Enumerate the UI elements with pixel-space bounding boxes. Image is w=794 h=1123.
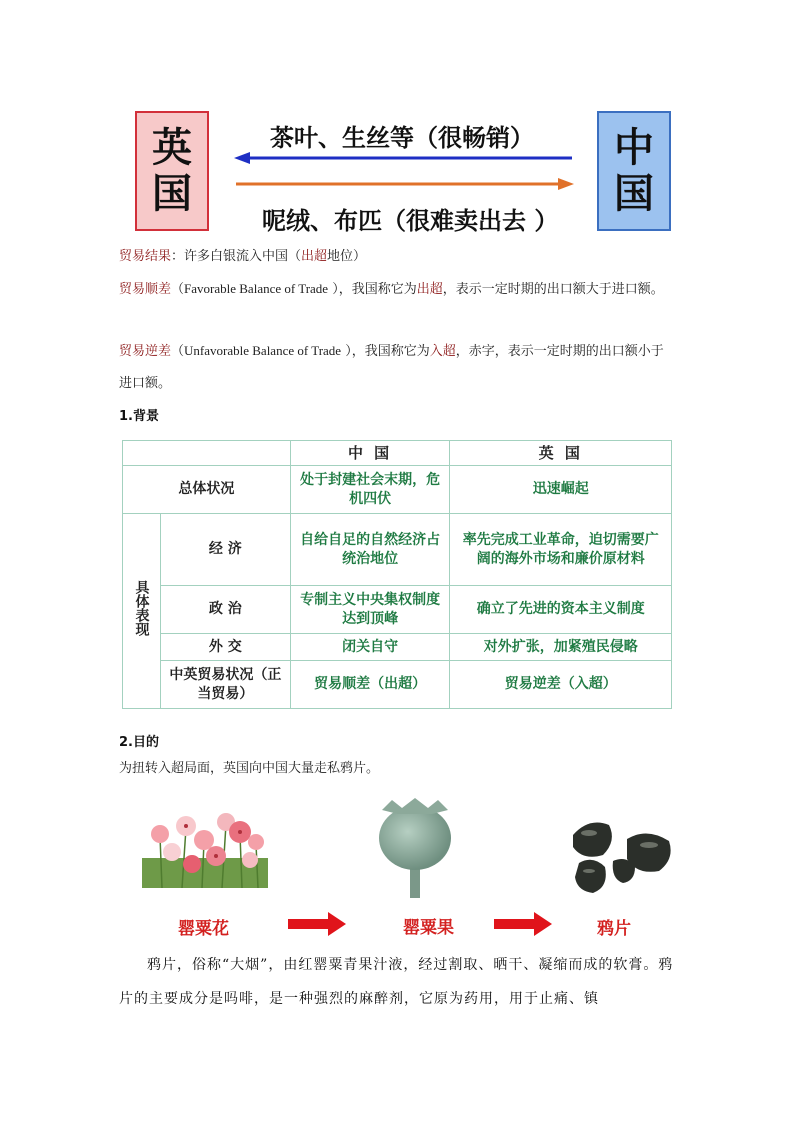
trade-china: 贸易顺差（出超） xyxy=(290,661,450,709)
text: ，赤字，表示一定时期的出口额小于进口额。 xyxy=(119,344,664,391)
text: ），我国称它为 xyxy=(341,344,430,359)
britain-char-2: 国 xyxy=(152,171,192,217)
china-box xyxy=(597,111,671,231)
economy-china: 自给自足的自然经济占统治地位 xyxy=(290,514,450,586)
row-label-economy: 经 济 xyxy=(160,514,290,586)
poppy-flower-image xyxy=(142,806,268,890)
caption-poppy-fruit: 罂粟果 xyxy=(403,918,454,938)
economy-britain: 率先完成工业革命，迫切需要广阔的海外市场和廉价原材料 xyxy=(450,514,672,586)
group-label: 具体表现 xyxy=(133,580,150,636)
text: ），我国称它为 xyxy=(328,282,417,297)
row-label-trade: 中英贸易状况（正当贸易） xyxy=(160,661,290,709)
caption-poppy-flower: 罂粟花 xyxy=(178,919,229,939)
text: 地位） xyxy=(327,249,367,264)
diplomacy-britain: 对外扩张，加紧殖民侵略 xyxy=(450,634,672,661)
opium-image xyxy=(565,815,675,897)
header-empty xyxy=(123,441,291,466)
china-char-2: 国 xyxy=(614,171,654,217)
highlight: 入超 xyxy=(429,344,456,359)
britain-char-1: 英 xyxy=(152,125,192,171)
left-arrow-icon xyxy=(234,151,574,165)
row-label-politics: 政 治 xyxy=(160,586,290,634)
overall-china: 处于封建社会末期，危机四伏 xyxy=(290,466,450,514)
politics-britain: 确立了先进的资本主义制度 xyxy=(450,586,672,634)
term-trade-surplus: 贸易顺差 xyxy=(119,282,172,297)
highlight: 出超 xyxy=(301,249,328,264)
text: ，表示一定时期的出口额大于进口额。 xyxy=(442,282,664,297)
text: （ xyxy=(171,282,185,297)
trade-britain: 贸易逆差（入超） xyxy=(450,661,672,709)
row-label-overall: 总体状况 xyxy=(123,466,291,514)
right-arrow-icon xyxy=(288,912,346,936)
text: （ xyxy=(171,344,185,359)
import-goods-label: 呢绒、布匹（很难卖出去 ） xyxy=(262,207,559,235)
term-trade-result: 贸易结果 xyxy=(119,249,172,264)
china-char-1: 中 xyxy=(614,125,654,171)
purpose-paragraph: 为扭转入超局面，英国向中国大量走私鸦片。 xyxy=(119,761,380,776)
trade-deficit-paragraph xyxy=(119,335,675,400)
diplomacy-china: 闭关自守 xyxy=(290,634,450,661)
group-label-cell xyxy=(123,514,161,709)
politics-china: 专制主义中央集权制度达到顶峰 xyxy=(290,586,450,634)
english-term: Favorable Balance of Trade xyxy=(184,281,329,296)
row-label-diplomacy: 外 交 xyxy=(160,634,290,661)
right-arrow-icon xyxy=(234,177,574,191)
poppy-fruit-image xyxy=(372,796,458,898)
right-arrow-icon xyxy=(494,912,552,936)
export-goods-label: 茶叶、生丝等（很畅销） xyxy=(270,124,534,152)
header-china: 中 国 xyxy=(290,441,450,466)
background-table xyxy=(122,440,672,709)
trade-result-paragraph xyxy=(119,241,675,273)
english-term: Unfavorable Balance of Trade xyxy=(184,343,342,358)
overall-britain: 迅速崛起 xyxy=(450,466,672,514)
text: ：许多白银流入中国（ xyxy=(171,249,302,264)
section-title-purpose: 2.目的 xyxy=(119,735,159,750)
caption-opium: 鸦片 xyxy=(597,919,631,939)
trade-surplus-paragraph xyxy=(119,273,675,306)
opium-description-paragraph: 鸦片，俗称“大烟”，由红罂粟青果汁液，经过割取、晒干、凝缩而成的软膏。鸦片的主要成分是吗啡，是一种强烈的麻醉剂，它原为药用，用于止痛、镇 xyxy=(119,957,674,1007)
section-title-background: 1.背景 xyxy=(119,409,159,424)
header-britain: 英 国 xyxy=(450,441,672,466)
britain-box xyxy=(135,111,209,231)
term-trade-deficit: 贸易逆差 xyxy=(119,344,172,359)
highlight: 出超 xyxy=(416,282,443,297)
